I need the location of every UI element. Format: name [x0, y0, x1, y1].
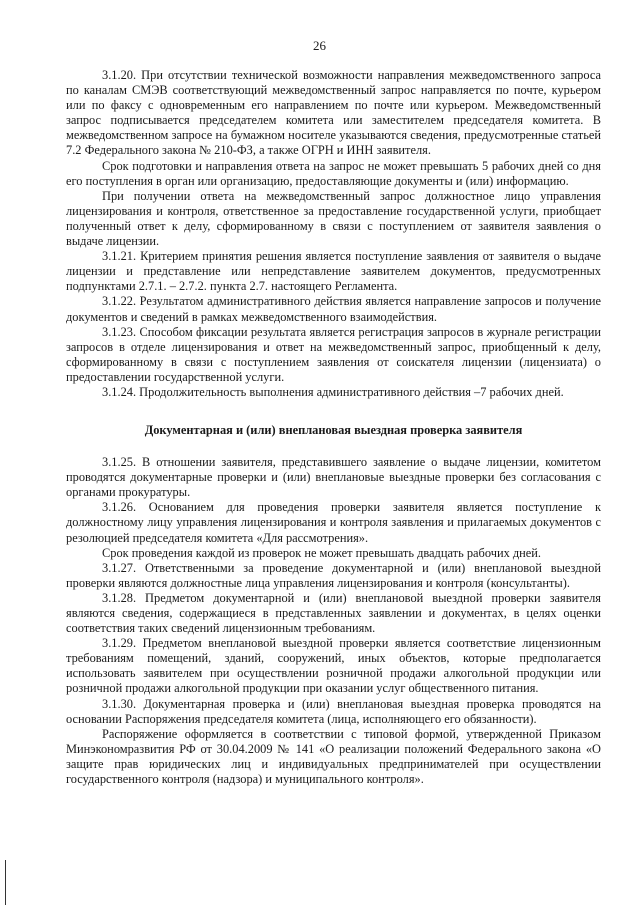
paragraph-3-1-25: 3.1.25. В отношении заявителя, представившего заявление о выдаче лицензии, комитетом проводятся документарные проверки и (или) внеплановые выездные проверки без согласования с органами прокуратуры.	[66, 455, 601, 500]
paragraph-inspection-term: Срок проведения каждой из проверок не может превышать двадцать рабочих дней.	[102, 545, 542, 560]
paragraph-3-1-21: 3.1.21. Критерием принятия решения является поступление заявления от заявителя о выдаче лицензии и представление или непредставление заявителем документов, предусмотренных подпунктами 2.7.1. – 2.7.2. пункта 2.7. настоящего Регламента.	[66, 249, 601, 294]
paragraph-3-1-22: 3.1.22. Результатом административного действия является направление запросов и получение документов и сведений в рамках межведомственного взаимодействия.	[66, 294, 601, 324]
document-body	[66, 68, 601, 787]
paragraph-3-1-23: 3.1.23. Способом фиксации результата является регистрация запросов в журнале регистрации запросов в отделе лицензирования и ответ на межведомственный запрос, приобщенный к делу, сформированному в связи с поступлением заявления от соискателя лицензии (лицензиата) о предоставлении государственной услуги.	[66, 324, 601, 384]
paragraph-3-1-28: 3.1.28. Предметом документарной и (или) внеплановой выездной проверки заявителя являются сведения, содержащиеся в представленных заявлении и документах, в целях оценки соответствия таких сведений лицензионным требованиям.	[66, 590, 601, 636]
page-number: 26	[313, 38, 326, 53]
paragraph-response-attach: При получении ответа на межведомственный запрос должностное лицо управления лицензирования и контроля, ответственное за предоставление государственной услуги, приобщает полученный ответ к делу, сформированному в связи с поступлением от заявителя заявления о выдаче лицензии.	[66, 188, 601, 249]
paragraph-3-1-29: 3.1.29. Предметом внеплановой выездной проверки является соответствие лицензионным требованиям помещений, зданий, сооружений, иных объектов, которые предполагается использовать заявителем при осуществлении розничной продажи алкогольной продукции или розничной продажи алкогольной продукции при оказании услуг общественного питания.	[66, 636, 601, 696]
paragraph-order-form: Распоряжение оформляется в соответствии с типовой формой, утвержденной Приказом Минэкономразвития РФ от 30.04.2009 № 141 «О реализации положений Федерального закона «О защите прав юридических лиц и индивидуальных предпринимателей при осуществлении государственного контроля (надзора) и муниципального контроля».	[66, 726, 601, 787]
paragraph-3-1-24: 3.1.24. Продолжительность выполнения административного действия –7 рабочих дней.	[102, 384, 564, 399]
section-heading: Документарная и (или) внеплановая выездная проверка заявителя	[144, 423, 523, 438]
scan-edge-line	[5, 860, 6, 905]
paragraph-3-1-20: 3.1.20. При отсутствии технической возможности направления межведомственного запроса по каналам СМЭВ соответствующий межведомственный запрос направляется по почте, курьером или по факсу с одновременным его направлением по почте или курьером. Межведомственный запрос подписывается председателем комитета или заместителем председателя комитета. В межведомственном запросе на бумажном носителе указываются сведения, предусмотренные статьей 7.2 Федерального закона № 210-ФЗ, а также ОГРН и ИНН заявителя.	[66, 68, 601, 158]
paragraph-3-1-27: 3.1.27. Ответственными за проведение документарной и (или) внеплановой выездной проверки являются должностные лица управления лицензирования и контроля (консультанты).	[66, 560, 601, 590]
paragraph-response-deadline: Срок подготовки и направления ответа на запрос не может превышать 5 рабочих дней со дня его поступления в орган или организацию, предоставляющие документы и (или) информацию.	[66, 158, 601, 188]
paragraph-3-1-26: 3.1.26. Основанием для проведения проверки заявителя является поступление к должностному лицу управления лицензирования и контроля заявления и прилагаемых документов с резолюцией председателя комитета «Для рассмотрения».	[66, 500, 601, 545]
paragraph-3-1-30: 3.1.30. Документарная проверка и (или) внеплановая выездная проверка проводятся на основании Распоряжения председателя комитета (лица, исполняющего его обязанности).	[66, 696, 601, 726]
